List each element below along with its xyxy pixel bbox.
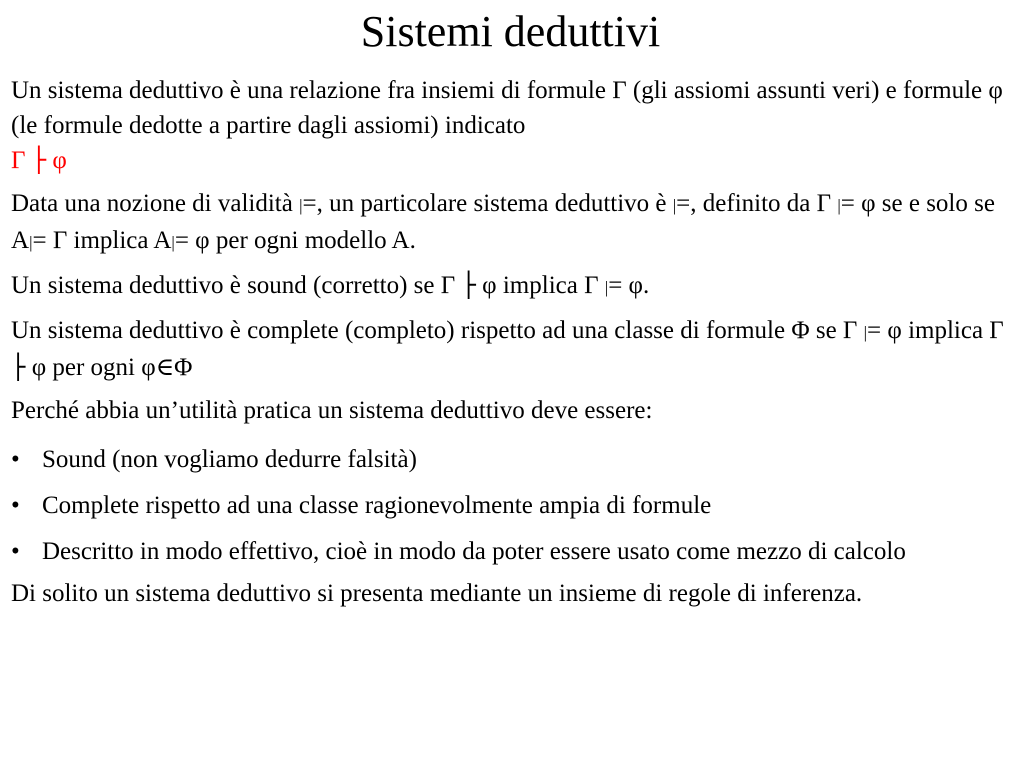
models-bar-5: | <box>171 233 175 252</box>
paragraph-definition <box>11 73 1010 178</box>
complete-text-a: Un sistema deduttivo è complete (completo) rispetto ad una classe di formule Φ se Γ <box>11 317 864 344</box>
models-bar-4: | <box>29 233 33 252</box>
deduction-notation <box>11 147 67 174</box>
validity-text-f: = φ per ogni modello A. <box>174 227 416 254</box>
list-item-text: Complete rispetto ad una classe ragionevolmente ampia di formule <box>42 492 712 519</box>
turnstile-symbol: ├ <box>31 146 47 174</box>
list-item <box>11 488 1010 523</box>
models-bar: | <box>604 278 609 297</box>
notation-phi: φ <box>52 147 67 174</box>
slide-title: Sistemi deduttivi <box>360 7 661 56</box>
bullet-icon: • <box>11 446 20 473</box>
paragraph-complete <box>11 313 1010 385</box>
paragraph-inference-rules: Di solito un sistema deduttivo si presenta mediante un insieme di regole di inferenza. <box>11 580 863 607</box>
models-bar-1: | <box>299 196 303 215</box>
validity-text-e: = Γ implica A <box>32 227 172 254</box>
sound-text-b: φ implica Γ <box>475 272 605 299</box>
list-item <box>11 534 1010 569</box>
models-bar: | <box>863 323 868 342</box>
slide <box>0 7 1024 768</box>
turnstile-symbol: ├ <box>461 271 476 299</box>
complete-text-b: = φ implica Γ <box>867 317 1004 344</box>
paragraph-requirements: Perché abbia un’utilità pratica un sistema deduttivo deve essere: <box>11 397 653 424</box>
bullet-icon: • <box>11 492 20 519</box>
validity-text-c: =, definito da Γ <box>676 190 838 217</box>
list-item-text: Descritto in modo effettivo, cioè in modo da poter essere usato come mezzo di calcolo <box>42 538 906 565</box>
definition-text: Un sistema deduttivo è una relazione fra insiemi di formule Γ (gli assiomi assunti veri) e formule φ (le formule dedotte a partire dagli assiomi) indicato <box>11 77 1003 139</box>
sound-text-c: = φ. <box>608 272 650 299</box>
validity-text-b: =, un particolare sistema deduttivo è <box>302 190 673 217</box>
list-item-text: Sound (non vogliamo dedurre falsità) <box>42 446 417 473</box>
turnstile-symbol: ├ <box>11 353 26 381</box>
validity-text-a: Data una nozione di validità <box>11 190 300 217</box>
validity-text-d: = φ se e solo se A <box>11 190 995 254</box>
notation-gamma: Γ <box>11 147 26 174</box>
complete-text-c: φ per ogni φ∈Φ <box>25 354 193 381</box>
sound-text-a: Un sistema deduttivo è sound (corretto) se Γ <box>11 272 462 299</box>
list-item <box>11 442 1010 477</box>
requirements-list <box>11 442 1010 569</box>
models-bar-3: | <box>837 196 841 215</box>
paragraph-validity <box>11 186 1010 260</box>
models-bar-2: | <box>672 196 677 215</box>
paragraph-sound <box>11 268 1010 305</box>
bullet-icon: • <box>11 538 20 565</box>
